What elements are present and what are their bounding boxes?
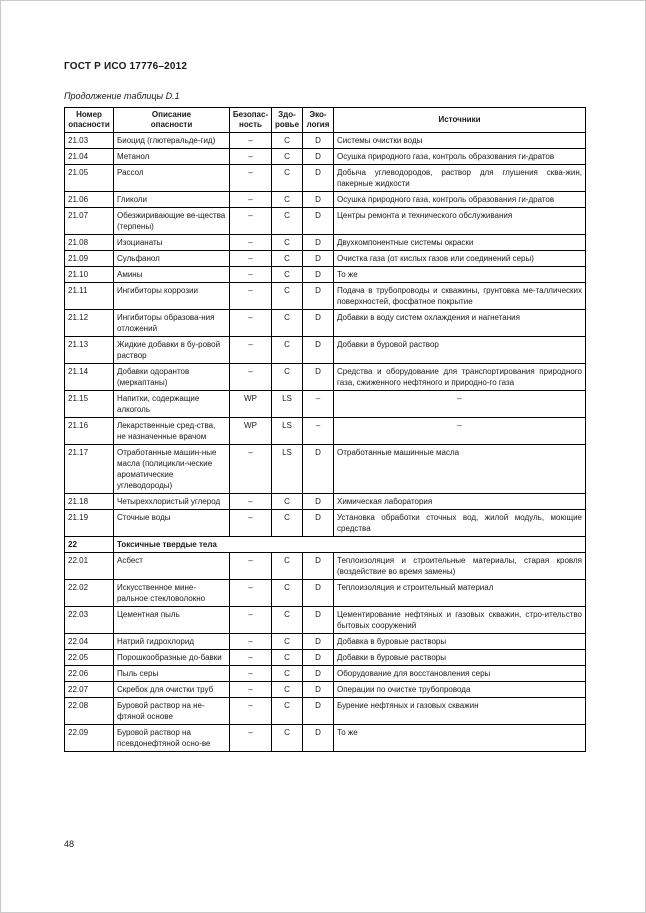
health-mark-cell: C — [272, 208, 303, 235]
health-mark-cell: C — [272, 634, 303, 650]
health-mark-cell: C — [272, 310, 303, 337]
hazard-description-cell: Четыреххлористый углерод — [114, 494, 230, 510]
hazard-description-cell: Рассол — [114, 165, 230, 192]
hazard-description-cell: Сульфанол — [114, 251, 230, 267]
hazard-number-cell: 21.04 — [65, 149, 114, 165]
table-row — [65, 553, 586, 580]
sources-cell: Добавка в буровые растворы — [334, 634, 586, 650]
hazard-number-cell: 21.17 — [65, 445, 114, 494]
hazard-number-cell: 21.03 — [65, 133, 114, 149]
table-row — [65, 337, 586, 364]
table-row — [65, 165, 586, 192]
health-mark-cell: C — [272, 165, 303, 192]
hazard-description-cell: Скребок для очистки труб — [114, 682, 230, 698]
ecology-mark-cell: D — [303, 149, 334, 165]
column-header: Эко- логия — [303, 108, 334, 133]
safety-mark-cell: – — [230, 510, 272, 537]
sources-cell: – — [334, 391, 586, 418]
safety-mark-cell: WP — [230, 391, 272, 418]
health-mark-cell: C — [272, 666, 303, 682]
page-number: 48 — [64, 839, 75, 849]
ecology-mark-cell: D — [303, 364, 334, 391]
table-row — [65, 698, 586, 725]
table-row — [65, 650, 586, 666]
section-title-cell: Токсичные твердые тела — [114, 537, 586, 553]
sources-cell: Установка обработки сточных вод, жилой модуль, моющие средства — [334, 510, 586, 537]
table-row — [65, 580, 586, 607]
hazard-description-cell: Пыль серы — [114, 666, 230, 682]
hazard-number-cell: 22.06 — [65, 666, 114, 682]
hazard-number-cell: 22 — [65, 537, 114, 553]
hazard-number-cell: 22.04 — [65, 634, 114, 650]
safety-mark-cell: – — [230, 310, 272, 337]
hazard-number-cell: 21.14 — [65, 364, 114, 391]
ecology-mark-cell: – — [303, 418, 334, 445]
table-row — [65, 510, 586, 537]
table-row — [65, 192, 586, 208]
hazard-description-cell: Ингибиторы коррозии — [114, 283, 230, 310]
health-mark-cell: C — [272, 580, 303, 607]
table-row — [65, 133, 586, 149]
sources-cell: Средства и оборудование для транспортирования природного газа, сжиженного нефтяного и природно-го газа — [334, 364, 586, 391]
health-mark-cell: C — [272, 510, 303, 537]
hazard-description-cell: Амины — [114, 267, 230, 283]
hazard-number-cell: 22.09 — [65, 725, 114, 752]
ecology-mark-cell: D — [303, 650, 334, 666]
table-row — [65, 494, 586, 510]
ecology-mark-cell: D — [303, 310, 334, 337]
health-mark-cell: C — [272, 650, 303, 666]
hazard-description-cell: Напитки, содержащие алкоголь — [114, 391, 230, 418]
safety-mark-cell: – — [230, 650, 272, 666]
hazard-description-cell: Жидкие добавки в бу-ровой раствор — [114, 337, 230, 364]
ecology-mark-cell: D — [303, 725, 334, 752]
safety-mark-cell: – — [230, 698, 272, 725]
table-row — [65, 251, 586, 267]
sources-cell: Двухкомпонентные системы окраски — [334, 235, 586, 251]
hazard-description-cell: Цементная пыль — [114, 607, 230, 634]
safety-mark-cell: – — [230, 235, 272, 251]
table-row — [65, 445, 586, 494]
safety-mark-cell: – — [230, 337, 272, 364]
table-row — [65, 725, 586, 752]
ecology-mark-cell: D — [303, 698, 334, 725]
hazard-description-cell: Отработанные машин-ные масла (полицикли-ческие ароматические углеводороды) — [114, 445, 230, 494]
section-row — [65, 537, 586, 553]
safety-mark-cell: – — [230, 251, 272, 267]
health-mark-cell: C — [272, 251, 303, 267]
column-header: Здо- ровье — [272, 108, 303, 133]
hazard-number-cell: 22.08 — [65, 698, 114, 725]
hazard-number-cell: 21.19 — [65, 510, 114, 537]
table-caption: Продолжение таблицы D.1 — [64, 91, 180, 101]
sources-cell: Оборудование для восстановления серы — [334, 666, 586, 682]
ecology-mark-cell: D — [303, 208, 334, 235]
safety-mark-cell: – — [230, 149, 272, 165]
health-mark-cell: C — [272, 494, 303, 510]
table-row — [65, 364, 586, 391]
hazard-description-cell: Биоцид (глютеральде-гид) — [114, 133, 230, 149]
ecology-mark-cell: D — [303, 192, 334, 208]
safety-mark-cell: – — [230, 607, 272, 634]
sources-cell: Бурение нефтяных и газовых скважин — [334, 698, 586, 725]
table-row — [65, 666, 586, 682]
ecology-mark-cell: – — [303, 391, 334, 418]
ecology-mark-cell: D — [303, 510, 334, 537]
table-row — [65, 149, 586, 165]
table-row — [65, 235, 586, 251]
sources-cell: Теплоизоляция и строительные материалы, старая кровля (воздействие во время замены) — [334, 553, 586, 580]
hazard-description-cell: Добавки одорантов (меркаптаны) — [114, 364, 230, 391]
hazard-number-cell: 21.10 — [65, 267, 114, 283]
sources-cell: Добавки в буровые растворы — [334, 650, 586, 666]
ecology-mark-cell: D — [303, 494, 334, 510]
hazard-description-cell: Гликоли — [114, 192, 230, 208]
hazard-number-cell: 21.06 — [65, 192, 114, 208]
safety-mark-cell: – — [230, 580, 272, 607]
ecology-mark-cell: D — [303, 251, 334, 267]
health-mark-cell: C — [272, 192, 303, 208]
safety-mark-cell: – — [230, 208, 272, 235]
health-mark-cell: C — [272, 267, 303, 283]
ecology-mark-cell: D — [303, 580, 334, 607]
ecology-mark-cell: D — [303, 682, 334, 698]
sources-cell: – — [334, 418, 586, 445]
table-row — [65, 607, 586, 634]
column-header: Описание опасности — [114, 108, 230, 133]
ecology-mark-cell: D — [303, 267, 334, 283]
hazard-description-cell: Натрий гидрохлорид — [114, 634, 230, 650]
safety-mark-cell: – — [230, 494, 272, 510]
health-mark-cell: C — [272, 698, 303, 725]
hazard-description-cell: Буровой раствор на псевдонефтяной осно-ве — [114, 725, 230, 752]
hazard-number-cell: 21.12 — [65, 310, 114, 337]
hazard-description-cell: Сточные воды — [114, 510, 230, 537]
table-header-row — [65, 108, 586, 133]
sources-cell: Теплоизоляция и строительный материал — [334, 580, 586, 607]
hazard-number-cell: 21.16 — [65, 418, 114, 445]
safety-mark-cell: – — [230, 364, 272, 391]
table-row — [65, 418, 586, 445]
ecology-mark-cell: D — [303, 607, 334, 634]
safety-mark-cell: – — [230, 445, 272, 494]
safety-mark-cell: – — [230, 666, 272, 682]
sources-cell: Осушка природного газа, контроль образования ги-дратов — [334, 192, 586, 208]
sources-cell: То же — [334, 267, 586, 283]
ecology-mark-cell: D — [303, 666, 334, 682]
safety-mark-cell: – — [230, 553, 272, 580]
safety-mark-cell: – — [230, 267, 272, 283]
sources-cell: Очистка газа (от кислых газов или соединений серы) — [334, 251, 586, 267]
hazard-number-cell: 21.18 — [65, 494, 114, 510]
safety-mark-cell: – — [230, 192, 272, 208]
column-header: Источники — [334, 108, 586, 133]
table-row — [65, 283, 586, 310]
health-mark-cell: C — [272, 235, 303, 251]
table-row — [65, 208, 586, 235]
ecology-mark-cell: D — [303, 165, 334, 192]
safety-mark-cell: – — [230, 682, 272, 698]
sources-cell: Подача в трубопроводы и скважины, грунтовка ме-таллических поверхностей, фосфатное покрытие — [334, 283, 586, 310]
column-header: Номер опасности — [65, 108, 114, 133]
hazard-description-cell: Обезжиривающие ве-щества (терпены) — [114, 208, 230, 235]
health-mark-cell: C — [272, 725, 303, 752]
sources-cell: Добавки в буровой раствор — [334, 337, 586, 364]
ecology-mark-cell: D — [303, 283, 334, 310]
sources-cell: Системы очистки воды — [334, 133, 586, 149]
ecology-mark-cell: D — [303, 337, 334, 364]
health-mark-cell: C — [272, 682, 303, 698]
sources-cell: То же — [334, 725, 586, 752]
safety-mark-cell: – — [230, 725, 272, 752]
safety-mark-cell: – — [230, 283, 272, 310]
hazard-description-cell: Лекарственные сред-ства, не назначенные врачом — [114, 418, 230, 445]
health-mark-cell: C — [272, 283, 303, 310]
sources-cell: Центры ремонта и технического обслуживания — [334, 208, 586, 235]
health-mark-cell: LS — [272, 445, 303, 494]
health-mark-cell: C — [272, 337, 303, 364]
sources-cell: Добыча углеводородов, раствор для глушения сква-жин, пакерные жидкости — [334, 165, 586, 192]
table-row — [65, 634, 586, 650]
table-row — [65, 267, 586, 283]
table-row — [65, 391, 586, 418]
hazard-description-cell: Асбест — [114, 553, 230, 580]
hazards-table — [64, 107, 586, 752]
sources-cell: Добавки в воду систем охлаждения и нагнетания — [334, 310, 586, 337]
hazard-description-cell: Метанол — [114, 149, 230, 165]
sources-cell: Отработанные машинные масла — [334, 445, 586, 494]
sources-cell: Химическая лаборатория — [334, 494, 586, 510]
ecology-mark-cell: D — [303, 235, 334, 251]
ecology-mark-cell: D — [303, 133, 334, 149]
ecology-mark-cell: D — [303, 553, 334, 580]
health-mark-cell: LS — [272, 418, 303, 445]
health-mark-cell: C — [272, 607, 303, 634]
safety-mark-cell: – — [230, 165, 272, 192]
sources-cell: Операции по очистке трубопровода — [334, 682, 586, 698]
document-title: ГОСТ Р ИСО 17776–2012 — [64, 61, 188, 72]
hazard-number-cell: 21.09 — [65, 251, 114, 267]
table-row — [65, 682, 586, 698]
hazard-description-cell: Буровой раствор на не-фтяной основе — [114, 698, 230, 725]
health-mark-cell: C — [272, 553, 303, 580]
safety-mark-cell: – — [230, 634, 272, 650]
hazard-description-cell: Ингибиторы образова-ния отложений — [114, 310, 230, 337]
ecology-mark-cell: D — [303, 445, 334, 494]
sources-cell: Осушка природного газа, контроль образования ги-дратов — [334, 149, 586, 165]
safety-mark-cell: WP — [230, 418, 272, 445]
hazard-number-cell: 22.07 — [65, 682, 114, 698]
safety-mark-cell: – — [230, 133, 272, 149]
column-header: Безопас- ность — [230, 108, 272, 133]
hazard-number-cell: 22.01 — [65, 553, 114, 580]
table-row — [65, 310, 586, 337]
ecology-mark-cell: D — [303, 634, 334, 650]
hazard-number-cell: 21.13 — [65, 337, 114, 364]
health-mark-cell: C — [272, 133, 303, 149]
hazard-number-cell: 22.05 — [65, 650, 114, 666]
sources-cell: Цементирование нефтяных и газовых скважин, стро-ительство бытовых сооружений — [334, 607, 586, 634]
hazard-description-cell: Искусственное мине-ральное стекловолокно — [114, 580, 230, 607]
health-mark-cell: C — [272, 364, 303, 391]
hazard-description-cell: Порошкообразные до-бавки — [114, 650, 230, 666]
hazard-number-cell: 21.11 — [65, 283, 114, 310]
hazard-number-cell: 22.02 — [65, 580, 114, 607]
health-mark-cell: LS — [272, 391, 303, 418]
hazard-number-cell: 21.08 — [65, 235, 114, 251]
hazard-number-cell: 21.07 — [65, 208, 114, 235]
hazard-description-cell: Изоцианаты — [114, 235, 230, 251]
hazard-number-cell: 21.05 — [65, 165, 114, 192]
hazard-number-cell: 22.03 — [65, 607, 114, 634]
health-mark-cell: C — [272, 149, 303, 165]
hazard-number-cell: 21.15 — [65, 391, 114, 418]
